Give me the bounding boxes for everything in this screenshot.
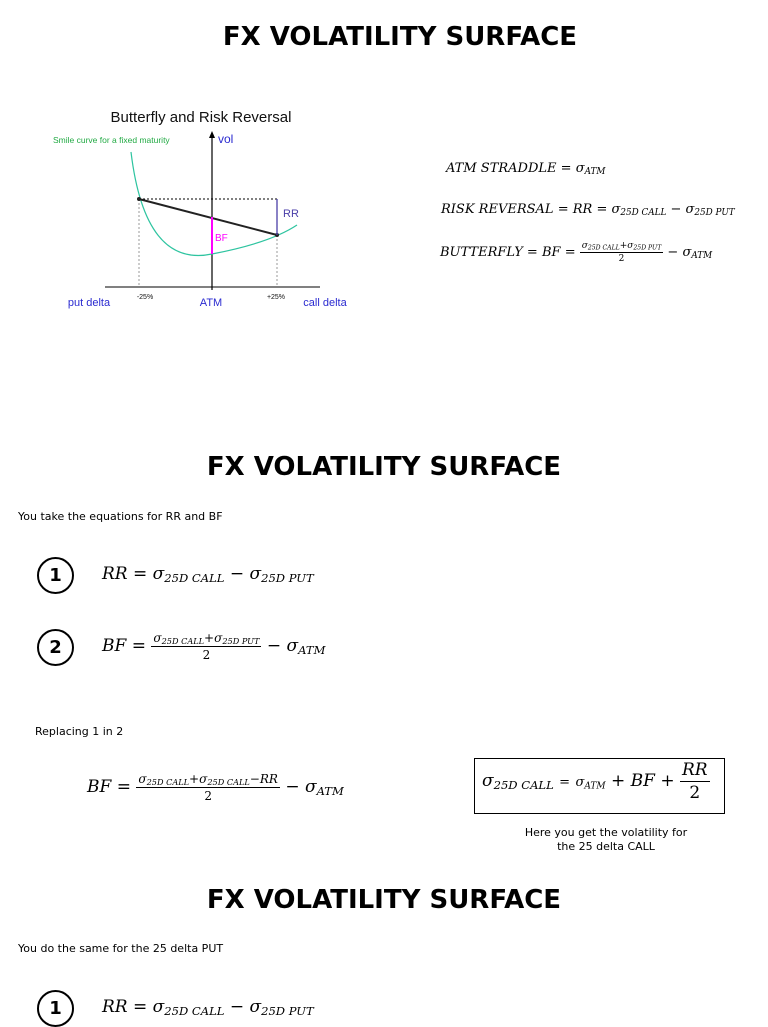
step-1-badge: 1 — [37, 557, 74, 594]
xlabel-call: call delta — [303, 297, 347, 309]
rr-equation: RR = $\sigma_{25D CALL} - \sigma_{25D PUT}$ — [102, 564, 314, 585]
butterfly-equation: BUTTERFLY = BF = $\frac{\sigma_{25D CALL}+\sigma_{25D PUT}}{2}$ − $\sigma_{ATM}$ — [440, 241, 713, 264]
call-vol-note: Here you get the volatility for the 25 delta CALL — [524, 826, 688, 853]
y-axis-arrow — [209, 131, 215, 138]
section2-title: FX VOLATILITY SURFACE — [206, 452, 562, 482]
chart-legend: Smile curve for a fixed maturity — [53, 135, 170, 145]
chart-title: Butterfly and Risk Reversal — [110, 109, 292, 126]
step-1-badge-put: 1 — [37, 990, 74, 1027]
step-2-badge: 2 — [37, 629, 74, 666]
section1-title: FX VOLATILITY SURFACE — [222, 22, 578, 52]
tick-plus25: +25% — [266, 294, 286, 301]
section3-title: FX VOLATILITY SURFACE — [206, 885, 562, 915]
rr-equation-put: RR = $\sigma_{25D CALL} - \sigma_{25D PUT}$ — [102, 997, 314, 1018]
tick-minus25: -25% — [136, 294, 154, 301]
call-vol-equation: $\sigma_{25D CALL} = \sigma_{ATM}$ + BF + $\frac{RR}{2}$ — [482, 760, 708, 803]
rr-label: RR — [283, 208, 299, 220]
left-point — [137, 197, 141, 201]
bf-replaced-equation: BF = $\frac{\sigma_{25D CALL}+\sigma_{25D CALL}-RR}{2}$ − $\sigma_{ATM}$ — [87, 772, 344, 803]
bf-label: BF — [215, 233, 228, 244]
bf-equation: BF = $\frac{\sigma_{25D CALL}+\sigma_{25D PUT}}{2}$ − $\sigma_{ATM}$ — [102, 631, 326, 662]
butterfly-risk-reversal-chart — [45, 100, 365, 320]
section2-intro: You take the equations for RR and BF — [18, 510, 223, 523]
xlabel-put: put delta — [67, 297, 111, 309]
atm-straddle-equation: ATM STRADDLE = $\sigma_{ATM}$ — [446, 161, 606, 178]
risk-reversal-equation: RISK REVERSAL = RR = $\sigma_{25D CALL} - \sigma_{25D PUT}$ — [441, 202, 735, 219]
tick-atm: ATM — [199, 297, 223, 309]
section3-intro: You do the same for the 25 delta PUT — [18, 942, 224, 955]
rr-line — [139, 199, 277, 235]
chart-ylabel: vol — [218, 132, 234, 146]
replacing-label: Replacing 1 in 2 — [35, 725, 124, 738]
